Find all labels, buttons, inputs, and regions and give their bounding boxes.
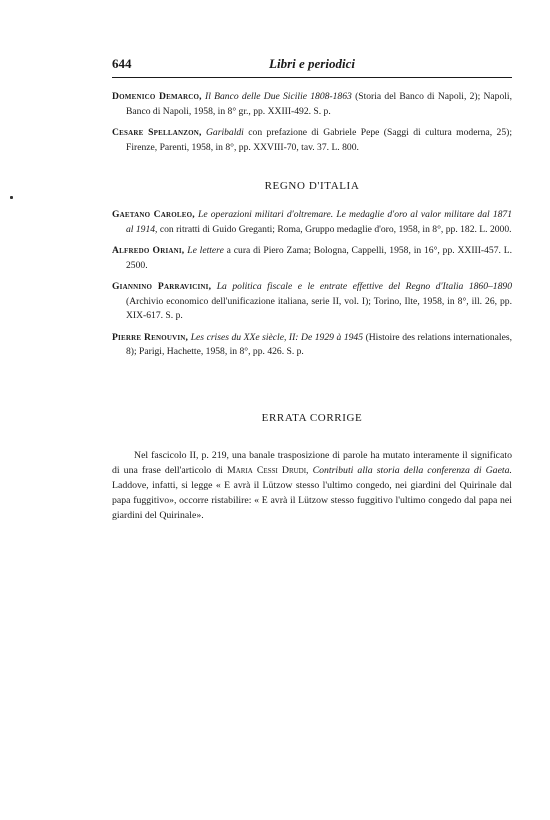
bibliography-entry xyxy=(112,280,512,324)
entry-details: (Histoire des relations internationales, 8); Parigi, Hachette, 1958, in 8°, pp. 426. S. p. xyxy=(126,331,512,357)
entry-details: (Archivio economico dell'unificazione italiana, serie II, vol. I); Torino, Ilte, 1958, in 8°, ill. 26, pp. XIX-617. S. p. xyxy=(126,295,512,321)
bibliography-entry xyxy=(112,208,512,237)
errata-text-start: Nel fascicolo II, p. 219, una banale trasposizione di parole ha mutato interamente il significato di una frase dell'articolo di xyxy=(112,449,512,476)
running-title: Libri e periodici xyxy=(269,56,355,71)
entry-author: Giannino Parravicini, xyxy=(112,281,212,292)
bibliography-entry xyxy=(112,90,512,119)
entry-title: Garibaldi xyxy=(206,127,244,138)
errata-author: Maria Cessi Drudi, xyxy=(227,464,309,476)
errata-paragraph xyxy=(112,448,512,523)
page-header xyxy=(112,56,512,76)
entry-author: Pierre Renouvin, xyxy=(112,331,189,343)
entries-top xyxy=(112,90,512,162)
entry-title: Le operazioni militari d'oltremare. Le medaglie d'oro al valor militare dal 1871 al 1914, xyxy=(126,209,513,235)
errata-text-end: Laddove, infatti, si legge « E avrà il Lützow stesso l'ultimo congedo, nei giardini del Quirinale dal papa fuggitivo», occorre ristabilire: « E avrà il Lützow stesso fuggitivo l'ultimo congedo dal papa nei giardini del Quirinale». xyxy=(112,479,512,521)
entry-title: Le lettere xyxy=(187,245,224,256)
bibliography-entry xyxy=(112,126,512,155)
entry-details: con ritratti di Guido Greganti; Roma, Gruppo medaglie d'oro, 1958, in 8°, pp. 182. L. 2000. xyxy=(159,223,512,235)
entry-details: a cura di Piero Zama; Bologna, Cappelli, 1958, in 16°, pp. XXIII-457. L. 2500. xyxy=(126,245,512,271)
margin-mark xyxy=(10,196,13,199)
section-heading-regno: REGNO D'ITALIA xyxy=(264,180,360,192)
entry-title: Les crises du XXe siècle, II: De 1929 à 1945 xyxy=(190,331,364,343)
entry-details: (Storia del Banco di Napoli, 2); Napoli, Banco di Napoli, 1958, in 8° gr., pp. XXIII-492. S. p. xyxy=(126,91,512,117)
entry-title: Il Banco delle Due Sicilie 1808-1863 xyxy=(205,91,352,102)
header-rule xyxy=(112,77,512,78)
entry-author: Alfredo Oriani, xyxy=(112,245,185,256)
bibliography-entry xyxy=(112,331,512,360)
entry-author: Gaetano Caroleo, xyxy=(112,209,195,220)
errata-title: Contributi alla storia della conferenza di Gaeta. xyxy=(312,464,512,476)
entries-regno xyxy=(112,208,512,367)
entry-author: Domenico Demarco, xyxy=(112,91,202,102)
entry-title: La politica fiscale e le entrate effettive del Regno d'Italia 1860–1890 xyxy=(216,281,512,292)
bibliography-entry xyxy=(112,244,512,273)
page-number: 644 xyxy=(112,56,132,71)
section-heading-errata: ERRATA CORRIGE xyxy=(261,412,363,424)
entry-details: con prefazione di Gabriele Pepe (Saggi di cultura moderna, 25); Firenze, Parenti, 1958, in 8°, pp. XXVIII-70, tav. 37. L. 800. xyxy=(126,127,512,153)
entry-author: Cesare Spellanzon, xyxy=(112,127,202,138)
